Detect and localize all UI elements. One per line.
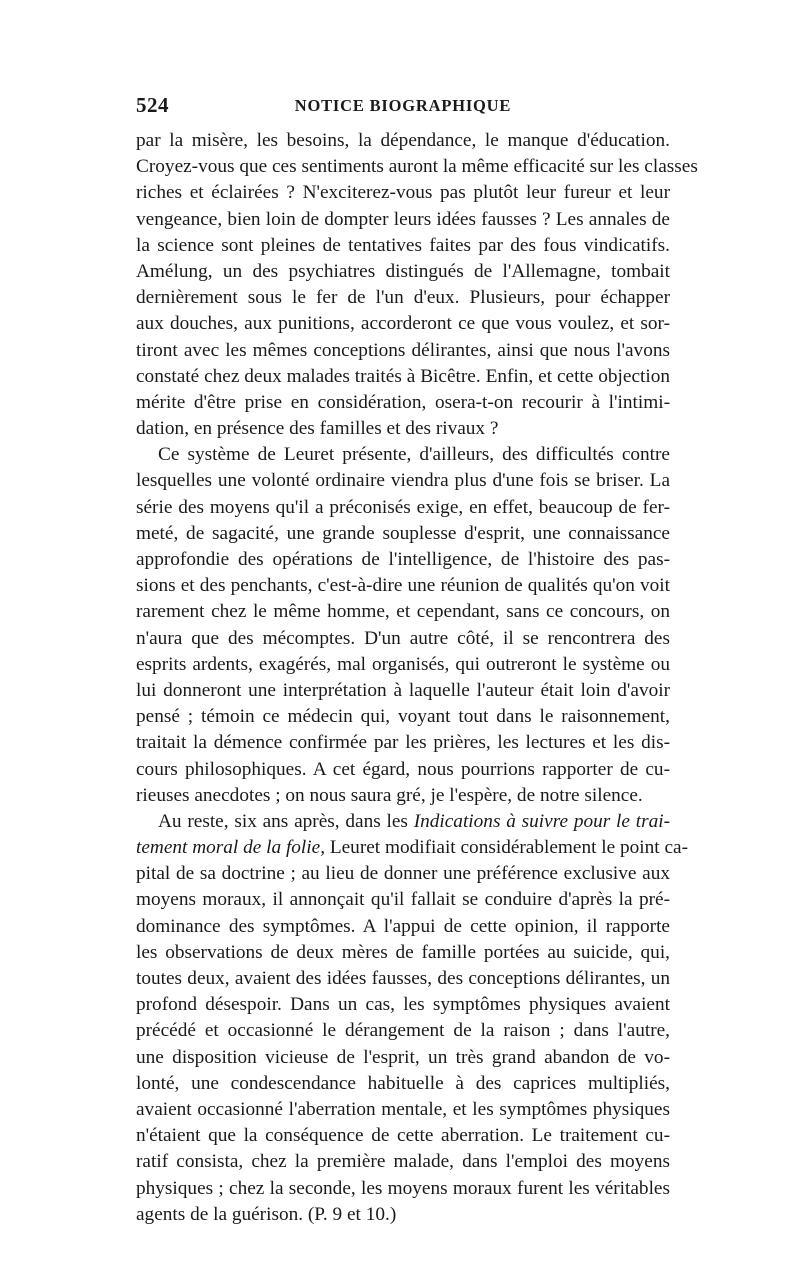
text-line: tiront avec les mêmes conceptions délirantes, ainsi que nous l'avons [136, 339, 670, 361]
text-line: n'aura que des mécomptes. D'un autre côté, il se rencontrera des [136, 627, 670, 649]
text-line: Croyez-vous que ces sentiments auront la même efficacité sur les classes [136, 156, 698, 178]
text-line: dation, en présence des familles et des rivaux ? [136, 418, 499, 440]
paragraph-1 [136, 128, 698, 442]
paragraph-3 [136, 809, 689, 1228]
text-line: cours philosophiques. A cet égard, nous pourrions rapporter de cu- [136, 758, 670, 780]
text-line: une disposition vicieuse de l'esprit, un très grand abandon de vo- [136, 1046, 670, 1068]
text-line: riches et éclairées ? N'exciterez-vous pas plutôt leur fureur et leur [136, 182, 670, 204]
text-line: Ce système de Leuret présente, d'ailleurs, des difficultés contre [158, 444, 670, 466]
text-line: profond désespoir. Dans un cas, les symptômes physiques avaient [136, 994, 670, 1016]
text-run: Leuret modifiait considérablement le point ca- [325, 837, 689, 859]
text-line [136, 809, 670, 835]
text-line: rieuses anecdotes ; on nous saura gré, je l'espère, de notre silence. [136, 784, 643, 806]
body-text [136, 128, 698, 1228]
paragraph-2 [136, 442, 670, 809]
text-line: meté, de sagacité, une grande souplesse d'esprit, une connaissance [136, 522, 670, 544]
text-line: dominance des symptômes. A l'appui de cette opinion, il rapporte [136, 915, 670, 937]
text-line: série des moyens qu'il a préconisés exige, en effet, beaucoup de fer- [136, 496, 670, 518]
italic-title-run: tement moral de la folie, [136, 837, 326, 859]
text-line [136, 835, 689, 861]
text-line: toutes deux, avaient des idées fausses, des conceptions délirantes, un [136, 968, 670, 989]
text-line: lui donneront une interprétation à laquelle l'auteur était loin d'avoir [136, 679, 670, 701]
text-line: vengeance, bien loin de dompter leurs idées fausses ? Les annales de [136, 208, 670, 230]
running-head [136, 93, 670, 121]
text-line: constaté chez deux malades traités à Bicêtre. Enfin, et cette objection [136, 365, 670, 387]
text-line: par la misère, les besoins, la dépendance, le manque d'éducation. [136, 130, 670, 151]
text-line: traitait la démence confirmée par les prières, les lectures et les dis- [136, 732, 670, 754]
italic-title-run: Indications à suivre pour le trai- [413, 810, 670, 832]
text-line: sions et des penchants, c'est-à-dire une réunion de qualités qu'on voit [136, 575, 670, 597]
text-line: lesquelles une volonté ordinaire viendra plus d'une fois se briser. La [136, 470, 670, 492]
text-line: Amélung, un des psychiatres distingués de l'Allemagne, tombait [136, 260, 670, 282]
text-line: dernièrement sous le fer de l'un d'eux. Plusieurs, pour échapper [136, 287, 670, 309]
text-line: moyens moraux, il annonçait qu'il fallait se conduire d'après la pré- [136, 889, 670, 911]
page-number: 524 [136, 93, 169, 117]
text-line: précédé et occasionné le dérangement de la raison ; dans l'autre, [136, 1020, 670, 1042]
text-line: n'étaient que la conséquence de cette aberration. Le traitement cu- [136, 1125, 670, 1147]
text-line: esprits ardents, exagérés, mal organisés, qui outreront le système ou [136, 653, 670, 675]
text-run: Au reste, six ans après, dans les [158, 810, 414, 832]
text-line: mérite d'être prise en considération, osera-t-on recourir à l'intimi- [136, 391, 670, 413]
text-line: agents de la guérison. (P. 9 et 10.) [136, 1203, 397, 1225]
text-line: la science sont pleines de tentatives faites par des fous vindicatifs. [136, 234, 670, 256]
text-line: pital de sa doctrine ; au lieu de donner une préférence exclusive aux [136, 863, 670, 885]
text-line: physiques ; chez la seconde, les moyens moraux furent les véritables [136, 1177, 670, 1199]
text-line: rarement chez le même homme, et cependant, sans ce concours, on [136, 601, 670, 623]
text-line: approfondie des opérations de l'intelligence, de l'histoire des pas- [136, 549, 670, 570]
text-line: les observations de deux mères de famille portées au suicide, qui, [136, 941, 670, 963]
text-line: ratif consista, chez la première malade, dans l'emploi des moyens [136, 1151, 670, 1173]
text-line: avaient occasionné l'aberration mentale, et les symptômes physiques [136, 1098, 670, 1120]
text-line: aux douches, aux punitions, accorderont ce que vous voulez, et sor- [136, 313, 670, 335]
text-line: lonté, une condescendance habituelle à des caprices multipliés, [136, 1072, 670, 1094]
text-line: pensé ; témoin ce médecin qui, voyant tout dans le raisonnement, [136, 706, 670, 728]
running-title: NOTICE BIOGRAPHIQUE [294, 96, 512, 115]
